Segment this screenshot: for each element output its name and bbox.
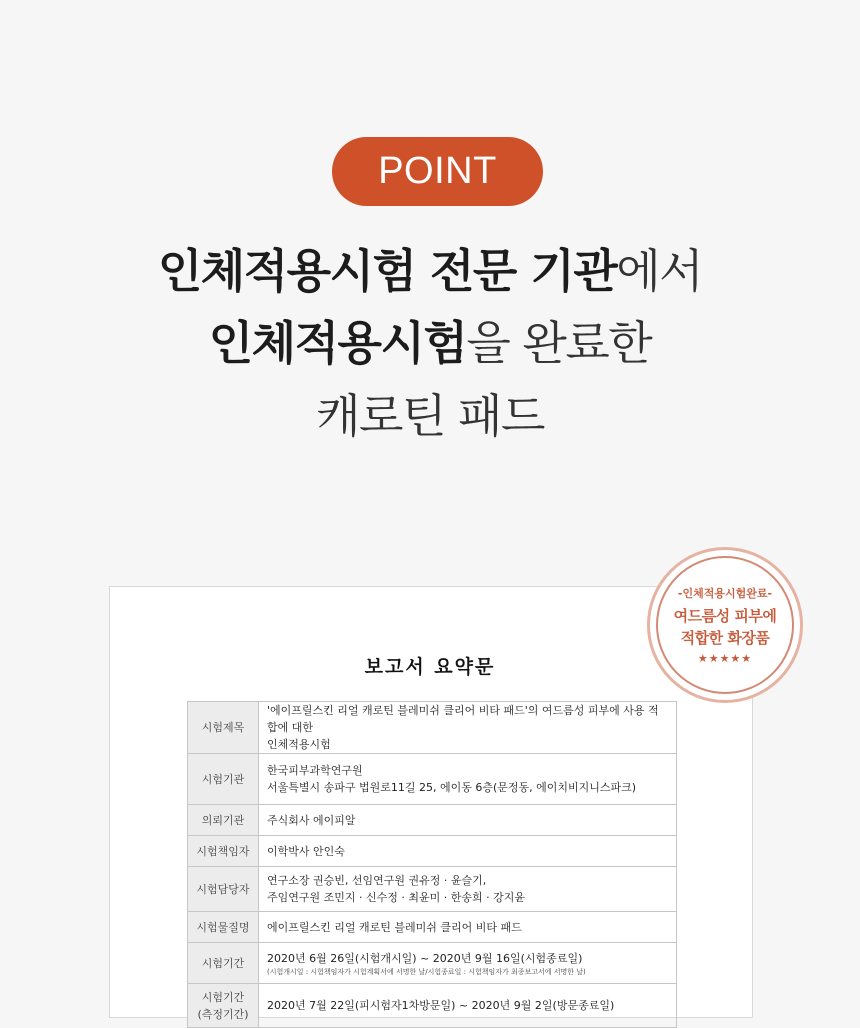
- row-value: 연구소장 권승빈, 선임연구원 권유정 · 윤슬기, 주임연구원 조민지 · 신수정 · 최윤미 · 한송희 · 강지윤: [259, 867, 677, 912]
- row-label: 시험담당자: [188, 867, 259, 912]
- table-row: [188, 912, 677, 943]
- row-value: 에이프릴스킨 리얼 캐로틴 블레미쉬 클리어 비타 패드: [259, 912, 677, 943]
- table-row: [188, 867, 677, 912]
- row-label: 시험책임자: [188, 836, 259, 867]
- point-badge: POINT: [332, 137, 543, 206]
- row-value: 2020년 7월 22일(피시험자1차방문일) ~ 2020년 9월 2일(방문종료일): [259, 984, 677, 1028]
- table-row: [188, 943, 677, 984]
- table-row: [188, 805, 677, 836]
- seal-top-text: -인체적용시험완료-: [677, 587, 773, 600]
- row-label: 시험물질명: [188, 912, 259, 943]
- row-label: 시험기간: [188, 943, 259, 984]
- seal-line-1: 여드름성 피부에: [673, 607, 777, 625]
- headline-line-2: 인체적용시험을 완료한: [208, 316, 652, 370]
- table-row: [188, 836, 677, 867]
- table-row: [188, 754, 677, 805]
- table-row: [188, 702, 677, 754]
- headline-line-1: 인체적용시험 전문 기관에서: [157, 244, 703, 298]
- row-label: 시험기관: [188, 754, 259, 805]
- row-value: 한국피부과학연구원 서울특별시 송파구 법원로11길 25, 에이동 6층(문정동, 에이치비지니스파크): [259, 754, 677, 805]
- row-value: '에이프릴스킨 리얼 캐로틴 블레미쉬 클리어 비타 패드'의 여드름성 피부에 사용 적합에 대한 인체적용시험: [259, 702, 677, 754]
- row-value: 이학박사 안인숙: [259, 836, 677, 867]
- star-rating-icon: ★★★★★: [697, 652, 753, 665]
- headline-line-3: 캐로틴 패드: [316, 389, 544, 443]
- seal-line-2: 적합한 화장품: [680, 629, 770, 647]
- report-title: 보고서 요약문: [364, 656, 496, 678]
- certification-seal: [647, 547, 803, 703]
- row-label: 의뢰기관: [188, 805, 259, 836]
- row-value: 주식회사 에이피알: [259, 805, 677, 836]
- row-label: 시험기간 (측정기간): [188, 984, 259, 1028]
- row-label: 시험제목: [188, 702, 259, 754]
- row-value: 2020년 6월 26일(시험개시일) ~ 2020년 9월 16일(시험종료일) (시험개시일 : 시험책임자가 시험계획서에 서명한 날/시험종료일 : 시험책임자가 최종보고서에 서명한 날): [259, 943, 677, 984]
- table-row: [188, 984, 677, 1028]
- report-summary-table: [187, 701, 677, 1028]
